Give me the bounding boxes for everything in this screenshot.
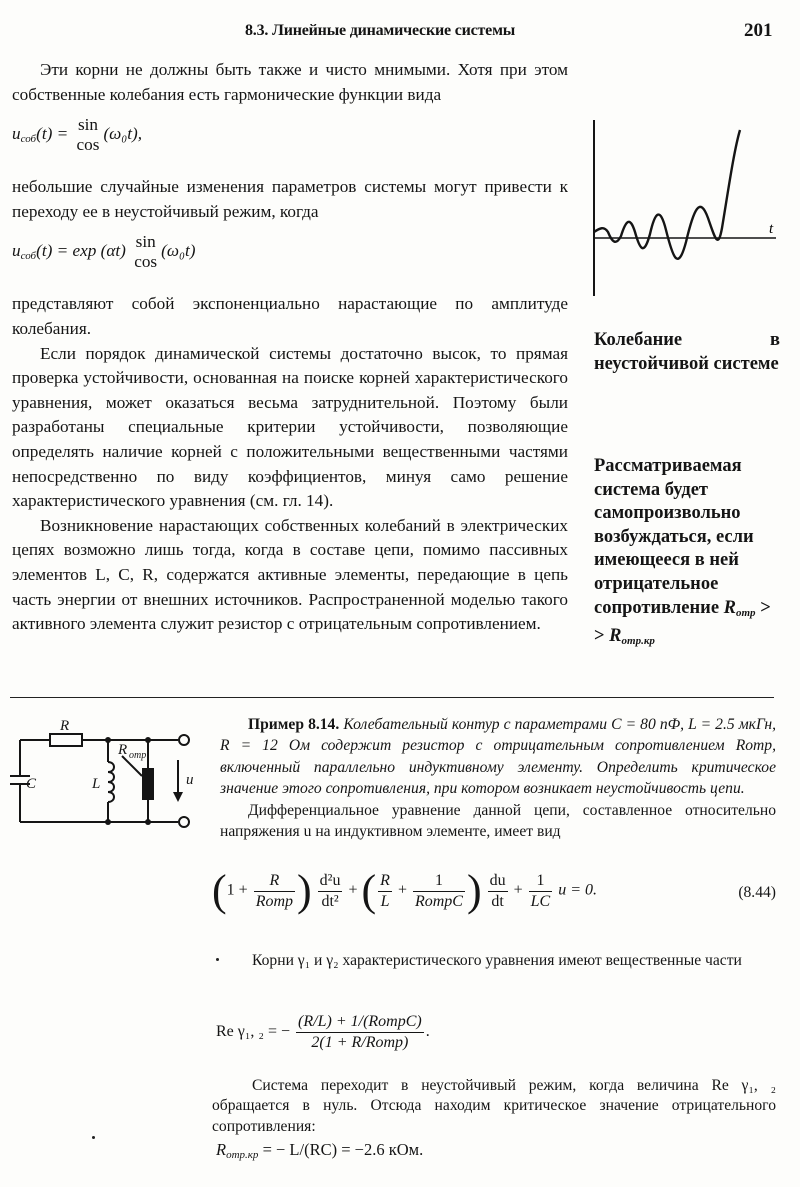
label-rotr: R <box>118 742 128 758</box>
denominator: L <box>380 892 390 910</box>
paragraph-5: Возникновение нарастающих собственных колебаний в электрических цепях возможно лишь тогда, когда в составе цепи, помимо пассивных элементов L, C, R, содержатся активные элементы, передающие в цепь часть энергии от внешних источников. Распространенной моделью такого активного элемента служит резистор с отрицательным сопротивлением. <box>12 515 568 634</box>
equation-body <box>212 866 597 916</box>
plus-sign: + <box>348 881 358 899</box>
node-dot-2 <box>145 737 151 743</box>
example-statement <box>220 714 776 800</box>
resistor-r <box>50 734 82 746</box>
section-title: 8.3. Линейные динамические системы <box>245 22 516 39</box>
formula-rhs: (ω₀t), <box>103 124 143 144</box>
terminal-top <box>179 735 189 745</box>
numerator: 1 <box>529 871 553 892</box>
node-dot-3 <box>105 819 111 825</box>
numerator: 1 <box>413 871 465 892</box>
oscillation-curve <box>594 130 740 259</box>
numerator: (R/L) + 1/(RотрC) <box>296 1012 424 1033</box>
numerator: R <box>254 871 295 892</box>
formula-sub: соб <box>20 133 37 146</box>
time-axis-label: t <box>769 221 774 237</box>
cos-label: cos <box>134 252 158 272</box>
node-dot-1 <box>105 737 111 743</box>
frac-r-rotr <box>254 871 295 912</box>
roots-text: Корни γ₁ и γ₂ характеристического уравнения имеют вещественные части <box>252 952 742 969</box>
example-block <box>220 714 776 842</box>
system-text: Система переходит в неустойчивый режим, когда величина Re γ₁, ₂ обращается в нуль. Отсюда находим критическое значение отрицательного сопротивления: <box>212 1077 776 1135</box>
formula-rhs: (ω₀t) <box>161 241 196 261</box>
negative-resistor <box>142 768 154 800</box>
label-l: L <box>92 776 101 792</box>
terminal-bottom <box>179 817 189 827</box>
greater-than-2: > <box>594 626 610 647</box>
frac-r-l <box>378 871 392 912</box>
paragraph-4: Если порядок динамической системы достаточно высок, то прямая проверка устойчивости, основанная на поиске корней характеристического уравнения, может оказаться весьма затруднительной. Поэтому были разработаны специальные критерии устойчивости, позволяющие определять наличие корней с положительными вещественными частями непосредственно по виду коэффициентов, минуя само решение характеристического уравнения (см. гл. 14). <box>12 343 568 511</box>
sin-cos-stack <box>75 115 102 155</box>
section-divider <box>10 697 774 698</box>
margin-note-text: Рассматриваемая система будет самопроизвольно возбуждаться, если имеющееся в ней отрицательное сопротивление <box>594 456 754 618</box>
equation-8-44 <box>212 860 784 930</box>
numerator: du <box>488 871 508 892</box>
plus-sign: + <box>397 881 407 899</box>
frac-1-rotrc <box>413 871 465 912</box>
formula-var: u <box>12 241 21 261</box>
denominator: LC <box>530 892 551 910</box>
label-r: R <box>60 718 70 734</box>
re-gamma-tail: . <box>425 1023 430 1041</box>
formula-growing <box>12 232 568 282</box>
example-text: Колебательный контур с параметрами C = 80 пФ, L = 2.5 мкГн, R = 12 Ом содержит резистор с отрицательным сопротивлением Rотр, включенный параллельно индуктивному элементу. Определить критическое значение этого сопротивления, при котором возникает неустойчивость цепи. <box>220 716 777 798</box>
node-dot-4 <box>145 819 151 825</box>
critical-value <box>216 1140 423 1161</box>
numerator: R <box>378 871 392 892</box>
system-paragraph <box>212 1076 776 1137</box>
formula-harmonic <box>12 115 568 165</box>
paragraph-2: небольшие случайные изменения параметров системы могут привести к переходу ее в неустойчивый режим, когда <box>12 177 568 221</box>
paragraph-3: представляют собой экспоненциально нарастающие по амплитуде колебания. <box>12 294 568 338</box>
label-u: u <box>186 772 194 788</box>
main-text-column <box>12 58 568 637</box>
re-gamma-lhs: Re γ₁, ₂ = − <box>216 1023 291 1041</box>
circuit-diagram <box>8 718 198 836</box>
label-c: C <box>26 776 37 792</box>
crit-symbol: R <box>216 1140 227 1159</box>
denominator: dt <box>491 892 504 910</box>
r-otr-symbol: R <box>723 597 736 618</box>
r-crit-symbol: R <box>609 626 622 647</box>
equation-re-gamma <box>216 1012 616 1068</box>
page-number: 201 <box>744 20 773 41</box>
label-rotr-sub: отр <box>129 750 147 761</box>
equation-number: (8.44) <box>738 884 776 901</box>
crit-sub: отр.кр <box>226 1149 259 1161</box>
formula-arg: (t) = <box>36 124 69 144</box>
crit-rhs: = − L/(RC) = −2.6 кОм. <box>258 1140 424 1159</box>
greater-than-1: > <box>755 597 771 618</box>
r-crit-sub: отр.кр <box>621 635 655 648</box>
plus-sign: + <box>513 881 523 899</box>
sin-label: sin <box>77 115 98 135</box>
oscillation-figure <box>588 120 788 300</box>
inductor-coil <box>108 762 114 802</box>
formula-sub: соб <box>20 250 37 263</box>
roots-paragraph <box>212 950 776 971</box>
frac-d2u <box>318 871 343 912</box>
running-header <box>0 18 800 46</box>
example-title: Пример 8.14. <box>248 716 340 733</box>
paren-close-1: ) <box>297 866 312 915</box>
figure-caption: Колебание в неустойчивой системе <box>594 330 780 374</box>
re-gamma-fraction <box>296 1012 424 1053</box>
numerator: d²u <box>318 871 343 892</box>
frac-du <box>488 871 508 912</box>
voltage-arrowhead <box>173 792 183 802</box>
formula-arg: (t) = exp (αt) <box>36 241 126 261</box>
example-paragraph-2: Дифференциальное уравнение данной цепи, составленное относительно напряжения u на индуктивном элементе, имеет вид <box>220 801 776 841</box>
paren-open-1: ( <box>212 866 227 915</box>
margin-note <box>594 455 784 654</box>
paragraph-1: Эти корни не должны быть также и чисто мнимыми. Хотя при этом собственные колебания есть гармонические функции вида <box>12 60 568 104</box>
print-speck <box>92 1136 95 1139</box>
r-otr-sub: отр <box>736 606 756 619</box>
cos-label: cos <box>76 135 100 155</box>
paren-open-2: ( <box>361 866 377 915</box>
paren-close-2: ) <box>466 866 482 915</box>
denominator: RотрC <box>414 892 463 910</box>
sin-cos-stack <box>132 232 159 272</box>
denominator: dt² <box>321 892 339 910</box>
frac-1-lc <box>529 871 553 912</box>
equation-tail: u = 0. <box>558 881 598 899</box>
denominator: Rотр <box>255 892 294 910</box>
sin-label: sin <box>135 232 156 252</box>
one-plus: 1 + <box>226 881 248 899</box>
denominator: 2(1 + R/Rотр) <box>311 1034 409 1051</box>
formula-var: u <box>12 124 21 144</box>
